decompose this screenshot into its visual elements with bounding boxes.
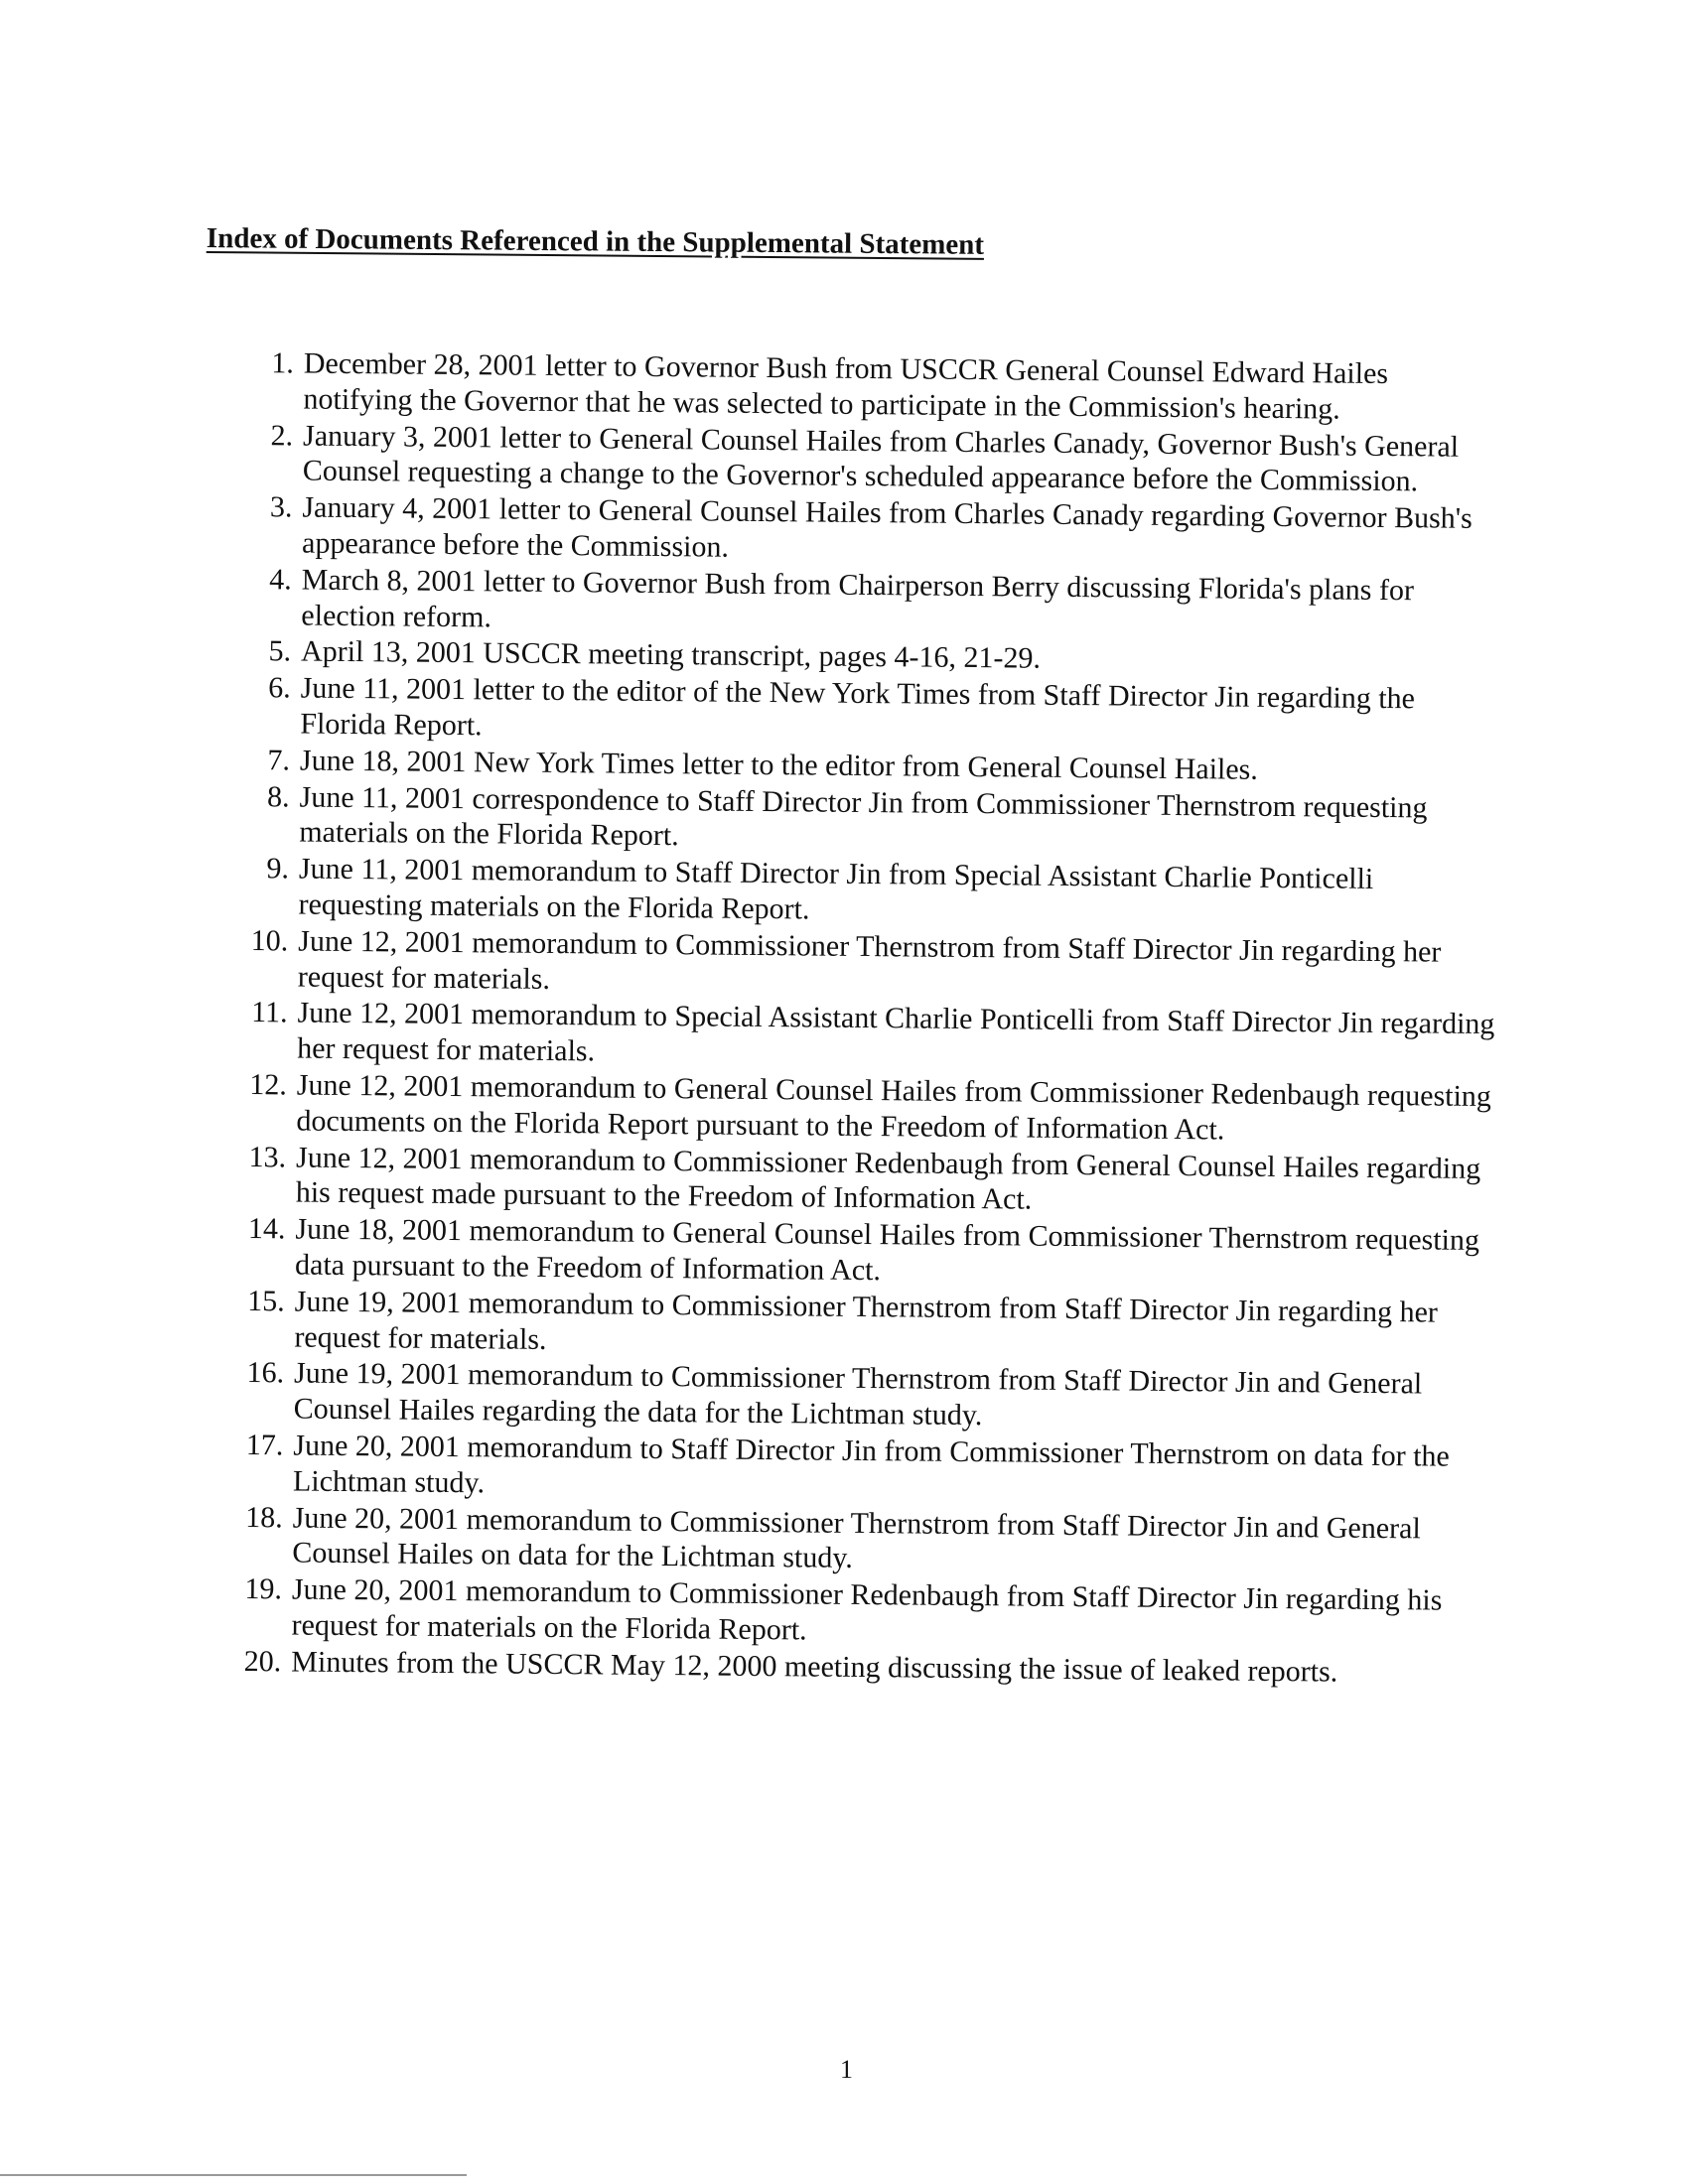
list-item bbox=[239, 1211, 1496, 1295]
item-text: June 18, 2001 New York Times letter to the editor from General Counsel Hailes. bbox=[299, 744, 1258, 786]
item-text: June 11, 2001 correspondence to Staff Director Jin from Commissioner Thernstrom requesting materials on the Florida Report. bbox=[299, 780, 1428, 853]
list-item bbox=[240, 1139, 1497, 1222]
list-item bbox=[240, 1067, 1497, 1151]
list-item bbox=[247, 418, 1504, 501]
item-number: 11. bbox=[251, 996, 288, 1029]
item-number: 7. bbox=[267, 743, 291, 777]
item-number: 10. bbox=[250, 923, 289, 958]
list-item bbox=[243, 779, 1500, 863]
item-text: June 19, 2001 memorandum to Commissioner Thernstrom from Staff Director Jin regarding her request for materials. bbox=[294, 1285, 1439, 1356]
item-text: Minutes from the USCCR May 12, 2000 meeting discussing the issue of leaked reports. bbox=[291, 1645, 1338, 1689]
item-text: June 19, 2001 memorandum to Commissioner Thernstrom from Staff Director Jin and General Counsel Hailes regarding the data for the Lichtman study. bbox=[293, 1356, 1423, 1433]
page-number: 1 bbox=[840, 2055, 853, 2084]
item-text: June 12, 2001 memorandum to Commissioner Thernstrom from Staff Director Jin regarding her request for materials. bbox=[297, 924, 1442, 996]
item-number: 14. bbox=[247, 1212, 286, 1246]
item-text: June 12, 2001 memorandum to Commissioner Redenbaugh from General Counsel Hailes regarding his request made pursuant to the Freedom of Information Act. bbox=[295, 1141, 1481, 1216]
list-item bbox=[245, 562, 1502, 645]
item-text: June 12, 2001 memorandum to Special Assistant Charlie Ponticelli from Staff Director Jin regarding her request for materials. bbox=[297, 996, 1495, 1068]
document-index-list bbox=[235, 345, 1504, 1693]
page-title: Index of Documents Referenced in the Supplemental Statement bbox=[206, 222, 985, 261]
item-number: 18. bbox=[245, 1500, 283, 1534]
list-item bbox=[244, 670, 1501, 753]
item-text: June 20, 2001 memorandum to Staff Director Jin from Commissioner Thernstrom on data for the Lichtman study. bbox=[292, 1429, 1451, 1500]
scan-edge-line bbox=[0, 2174, 467, 2176]
list-item bbox=[238, 1284, 1495, 1367]
item-text: March 8, 2001 letter to Governor Bush from Chairperson Berry discussing Florida's plans for election reform. bbox=[301, 563, 1415, 633]
item-text: June 11, 2001 memorandum to Staff Director Jin from Special Assistant Charlie Ponticelli requesting materials on the Florida Report. bbox=[298, 852, 1374, 926]
list-item bbox=[242, 923, 1499, 1007]
item-number: 19. bbox=[244, 1572, 283, 1606]
item-number: 4. bbox=[269, 562, 292, 597]
item-text: June 20, 2001 memorandum to Commissioner Thernstrom from Staff Director Jin and General Counsel Hailes on data for the Lichtman study. bbox=[292, 1500, 1421, 1575]
list-item bbox=[236, 1499, 1493, 1582]
list-item bbox=[235, 1571, 1492, 1655]
list-item bbox=[246, 489, 1503, 573]
item-number: 1. bbox=[271, 346, 294, 380]
item-text: June 11, 2001 letter to the editor of the New York Times from Staff Director Jin regarding the Florida Report. bbox=[300, 671, 1416, 743]
item-number: 13. bbox=[248, 1140, 287, 1173]
item-text: December 28, 2001 letter to Governor Bush from USCCR General Counsel Edward Hailes notifying the Governor that he was selected to participate in the Commission's hearing. bbox=[303, 346, 1389, 426]
item-number: 9. bbox=[266, 852, 290, 886]
item-number: 3. bbox=[269, 490, 293, 524]
list-item bbox=[242, 851, 1499, 934]
item-text: April 13, 2001 USCCR meeting transcript, pages 4-16, 21-29. bbox=[300, 634, 1042, 676]
item-number: 8. bbox=[266, 779, 290, 813]
item-text: June 20, 2001 memorandum to Commissioner Redenbaugh from Staff Director Jin regarding his request for materials on the Florida Report. bbox=[291, 1572, 1443, 1647]
list-item bbox=[241, 995, 1498, 1078]
item-number: 16. bbox=[246, 1356, 285, 1390]
item-text: January 4, 2001 letter to General Counsel Hailes from Charles Canady regarding Governor Bush's appearance before the Commission. bbox=[301, 490, 1473, 564]
item-text: June 12, 2001 memorandum to General Counsel Hailes from Commissioner Redenbaugh requesting documents on the Florida Report pursuant to the Freedom of Information Act. bbox=[296, 1068, 1492, 1147]
item-text: January 3, 2001 letter to General Counsel Hailes from Charles Canady, Governor Bush's General Counsel requesting a change to the Governor's scheduled appearance before the Commission. bbox=[302, 419, 1460, 498]
item-number: 15. bbox=[247, 1284, 285, 1318]
list-item bbox=[237, 1428, 1494, 1511]
list-item bbox=[247, 345, 1504, 429]
list-item bbox=[238, 1355, 1495, 1438]
item-number: 6. bbox=[268, 671, 291, 705]
item-number: 12. bbox=[249, 1067, 288, 1102]
item-number: 17. bbox=[245, 1428, 284, 1462]
item-number: 2. bbox=[270, 418, 294, 453]
item-number: 20. bbox=[243, 1644, 282, 1679]
item-number: 5. bbox=[268, 634, 292, 668]
item-text: June 18, 2001 memorandum to General Counsel Hailes from Commissioner Thernstrom requesting data pursuant to the Freedom of Information Act. bbox=[294, 1212, 1480, 1288]
